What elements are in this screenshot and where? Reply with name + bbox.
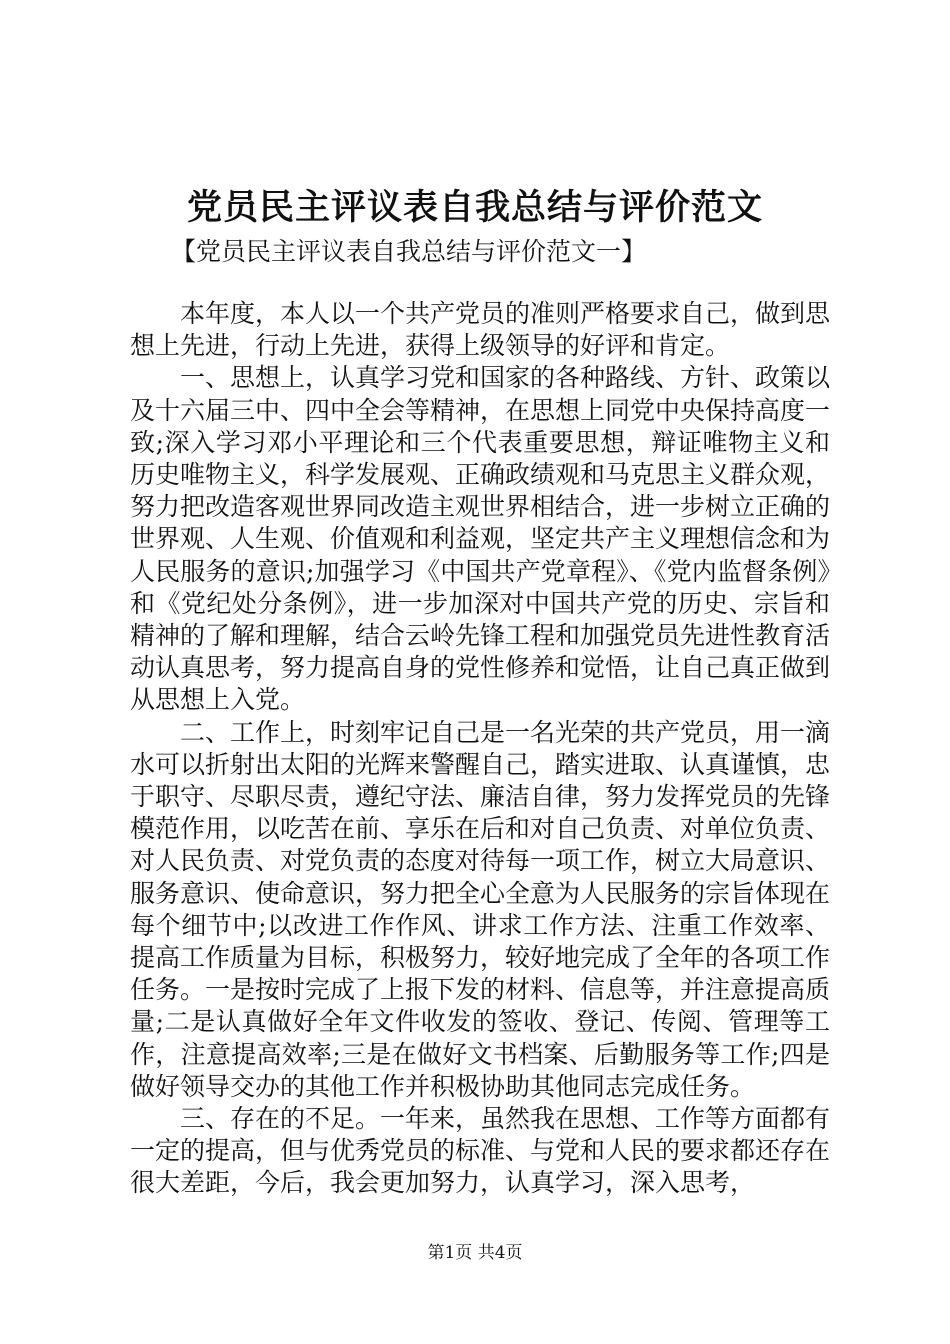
paragraph: 三、存在的不足。一年来，虽然我在思想、工作等方面都有一定的提高，但与优秀党员的标准、与党和人民的要求都还存在很大差距，今后，我会更加努力，认真学习，深入思考，: [130, 1104, 831, 1198]
page-number: 第1页 共4页: [427, 1243, 523, 1263]
paragraph: 一、思想上，认真学习党和国家的各种路线、方针、政策以及十六届三中、四中全会等精神，在思想上同党中央保持高度一致;深入学习邓小平理论和三个代表重要思想，辩证唯物主义和历史唯物主义，科学发展观、正确政绩观和马克思主义群众观，努力把改造客观世界同改造主观世界相结合，进一步树立正确的世界观、人生观、价值观和利益观，坚定共产主义理想信念和为人民服务的意识;加强学习《中国共产党章程》、《党内监督条例》和《党纪处分条例》，进一步加深对中国共产党的历史、宗旨和精神的了解和理解，结合云岭先锋工程和加强党员先进性教育活动认真思考，努力提高自身的党性修养和觉悟，让自己真正做到从思想上入党。: [130, 363, 831, 715]
paragraph: 二、工作上，时刻牢记自己是一名光荣的共产党员，用一滴水可以折射出太阳的光辉来警醒自己，踏实进取、认真谨慎，忠于职守、尽职尽责，遵纪守法、廉洁自律，努力发挥党员的先锋模范作用，以吃苦在前、享乐在后和对自己负责、对单位负责、对人民负责、对党负责的态度对待每一项工作，树立大局意识、服务意识、使命意识，努力把全心全意为人民服务的宗旨体现在每个细节中;以改进工作作风、讲求工作方法、注重工作效率、提高工作质量为目标，积极努力，较好地完成了全年的各项工作任务。一是按时完成了上报下发的材料、信息等，并注意提高质量;二是认真做好全年文件收发的签收、登记、传阅、管理等工作，注意提高效率;三是在做好文书档案、后勤服务等工作;四是做好领导交办的其他工作并积极协助其他同志完成任务。: [130, 717, 831, 1101]
document-body: [130, 298, 830, 1200]
document-subtitle: 【党员民主评议表自我总结与评价范文一】: [171, 237, 647, 266]
document-title: 党员民主评议表自我总结与评价范文: [186, 187, 763, 228]
paragraph: 本年度，本人以一个共产党员的准则严格要求自己，做到思想上先进，行动上先进，获得上级领导的好评和肯定。: [130, 299, 831, 361]
